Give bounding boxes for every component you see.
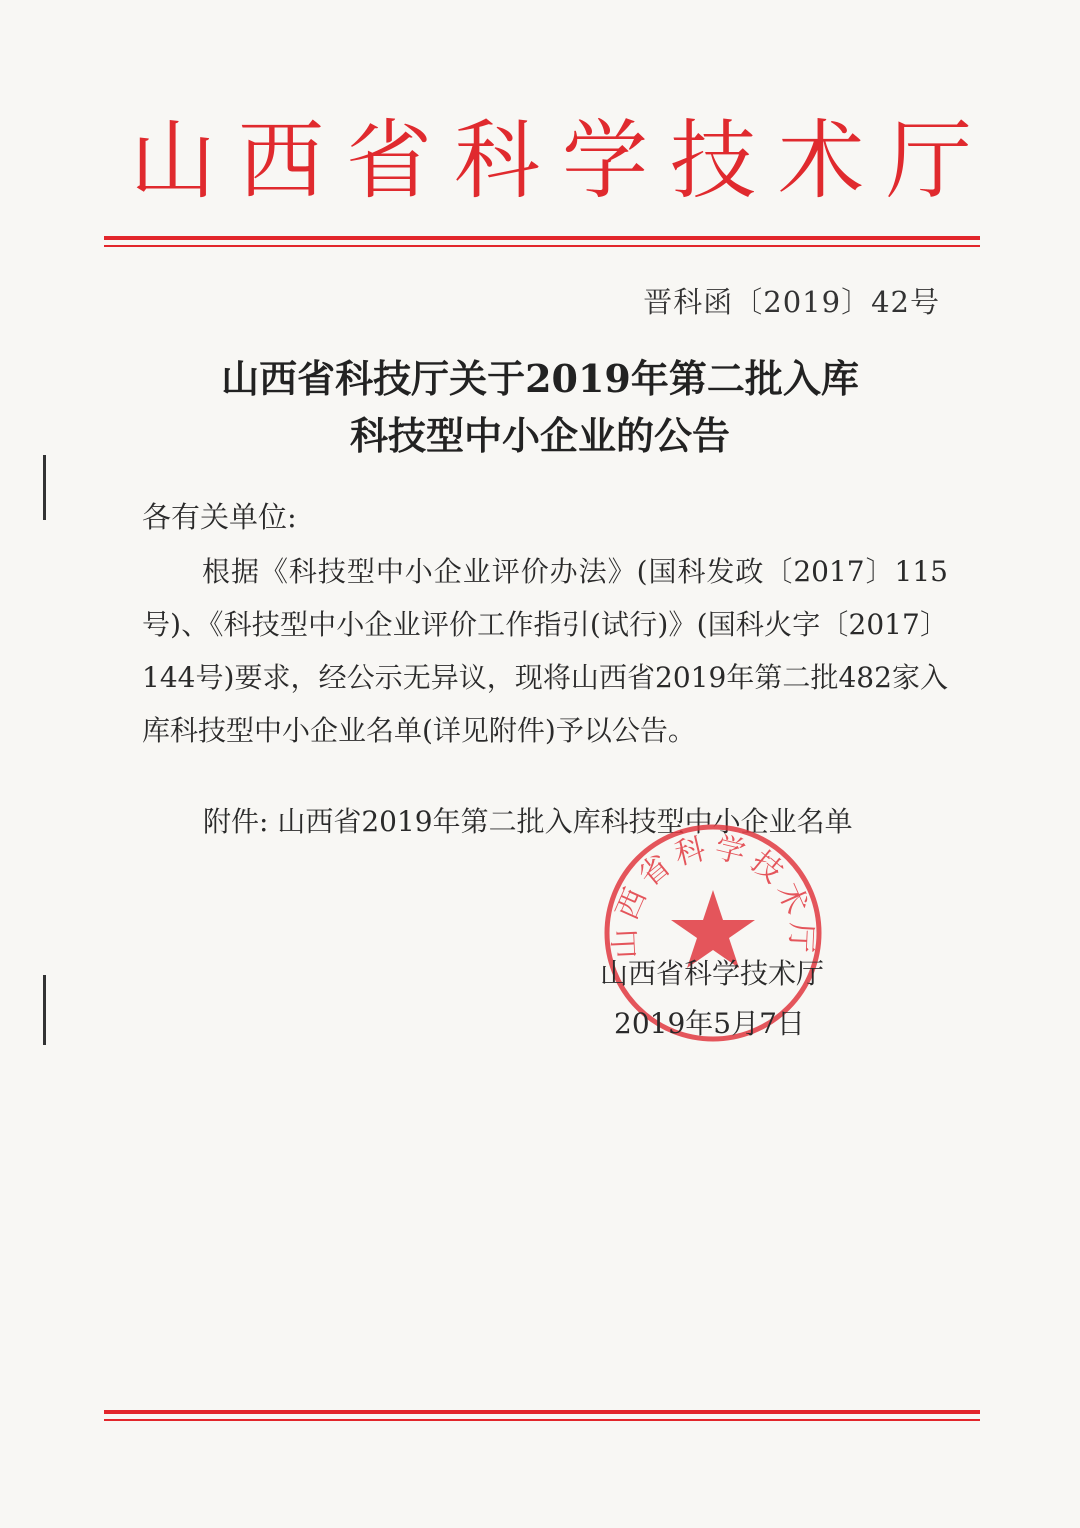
attachment-line: 附件: 山西省2019年第二批入库科技型中小企业名单: [203, 805, 853, 838]
signature-date: 2019年5月7日: [614, 1007, 805, 1040]
binding-mark-bottom: [43, 975, 46, 1045]
seal-text: 山西省科学技术厅: [607, 830, 819, 960]
masthead-title: 山西省科学技术厅: [130, 111, 994, 211]
body-paragraph: 根据《科技型中小企业评价办法》(国科发政〔2017〕115号)、《科技型中小企业评价工作指引(试行)》(国科火字〔2017〕144号)要求，经公示无异议，现将山西省2019年第二批482家入库科技型中小企业名单(详见附件)予以公告。: [142, 555, 948, 747]
binding-mark-top: [43, 455, 46, 520]
header-rule-thick: [104, 236, 980, 240]
footer-rule-thick: [104, 1410, 980, 1414]
footer-rule-thin: [104, 1419, 980, 1421]
document-title-line1: 山西省科技厅关于2019年第二批入库: [221, 356, 859, 401]
signature-organization: 山西省科学技术厅: [600, 957, 825, 990]
salutation: 各有关单位:: [142, 500, 297, 534]
header-rule-thin: [104, 245, 980, 247]
document-number: 晋科函〔2019〕42号: [643, 285, 940, 319]
document-title-line2: 科技型中小企业的公告: [349, 413, 730, 458]
